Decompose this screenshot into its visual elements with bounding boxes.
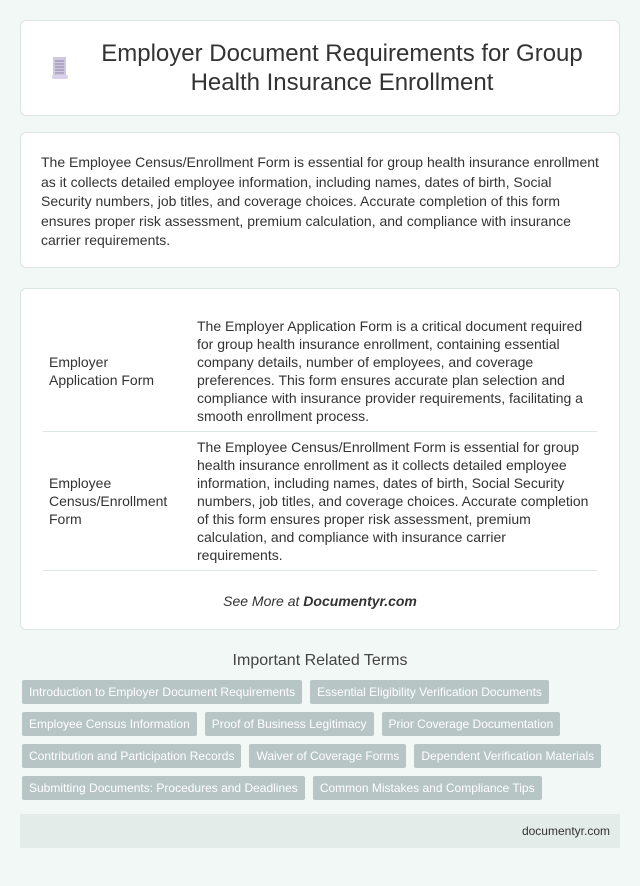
- document-table: [43, 311, 597, 571]
- description-cell: The Employee Census/Enrollment Form is essential for group health insurance enrollment as it collects detailed employee information, including names, dates of birth, Social Security numbers, job titles, and coverage choices. Accurate completion of this form ensures proper risk assessment, premium calculation, and compliance with insurance carrier requirements.: [191, 432, 597, 571]
- related-tag[interactable]: Waiver of Coverage Forms: [249, 744, 406, 768]
- table-row: [43, 311, 597, 432]
- document-icon: [51, 56, 69, 80]
- see-more-link[interactable]: Documentyr.com: [303, 593, 417, 609]
- related-tag[interactable]: Proof of Business Legitimacy: [205, 712, 374, 736]
- term-cell: Employer Application Form: [43, 311, 191, 432]
- related-tag[interactable]: Essential Eligibility Verification Documents: [310, 680, 549, 704]
- related-tag[interactable]: Introduction to Employer Document Requirements: [22, 680, 302, 704]
- related-tag[interactable]: Submitting Documents: Procedures and Deadlines: [22, 776, 305, 800]
- related-tag[interactable]: Employee Census Information: [22, 712, 197, 736]
- header-card: [20, 20, 620, 116]
- related-tag[interactable]: Prior Coverage Documentation: [382, 712, 561, 736]
- summary-text: The Employee Census/Enrollment Form is essential for group health insurance enrollment as it collects detailed employee information, including names, dates of birth, Social Security numbers, job titles, and coverage choices. Accurate completion of this form ensures proper risk assessment, premium calculation, and compliance with insurance carrier requirements.: [20, 132, 620, 268]
- document-table-card: [20, 288, 620, 630]
- description-cell: The Employer Application Form is a critical document required for group health insurance enrollment, containing essential company details, number of employees, and coverage preferences. This form ensures accurate plan selection and compliance with insurance provider requirements, facilitating a smooth enrollment process.: [191, 311, 597, 432]
- page-title: Employer Document Requirements for Group Health Insurance Enrollment: [101, 40, 583, 96]
- related-title: Important Related Terms: [232, 652, 408, 669]
- term-cell: Employee Census/Enrollment Form: [43, 432, 191, 571]
- footer: documentyr.com: [20, 814, 620, 848]
- see-more: [43, 593, 597, 609]
- related-tag[interactable]: Contribution and Participation Records: [22, 744, 241, 768]
- related-tag[interactable]: Common Mistakes and Compliance Tips: [313, 776, 542, 800]
- see-more-prefix: See More at: [223, 593, 304, 609]
- table-row: [43, 432, 597, 571]
- related-tags: [20, 680, 620, 800]
- related-tag[interactable]: Dependent Verification Materials: [414, 744, 601, 768]
